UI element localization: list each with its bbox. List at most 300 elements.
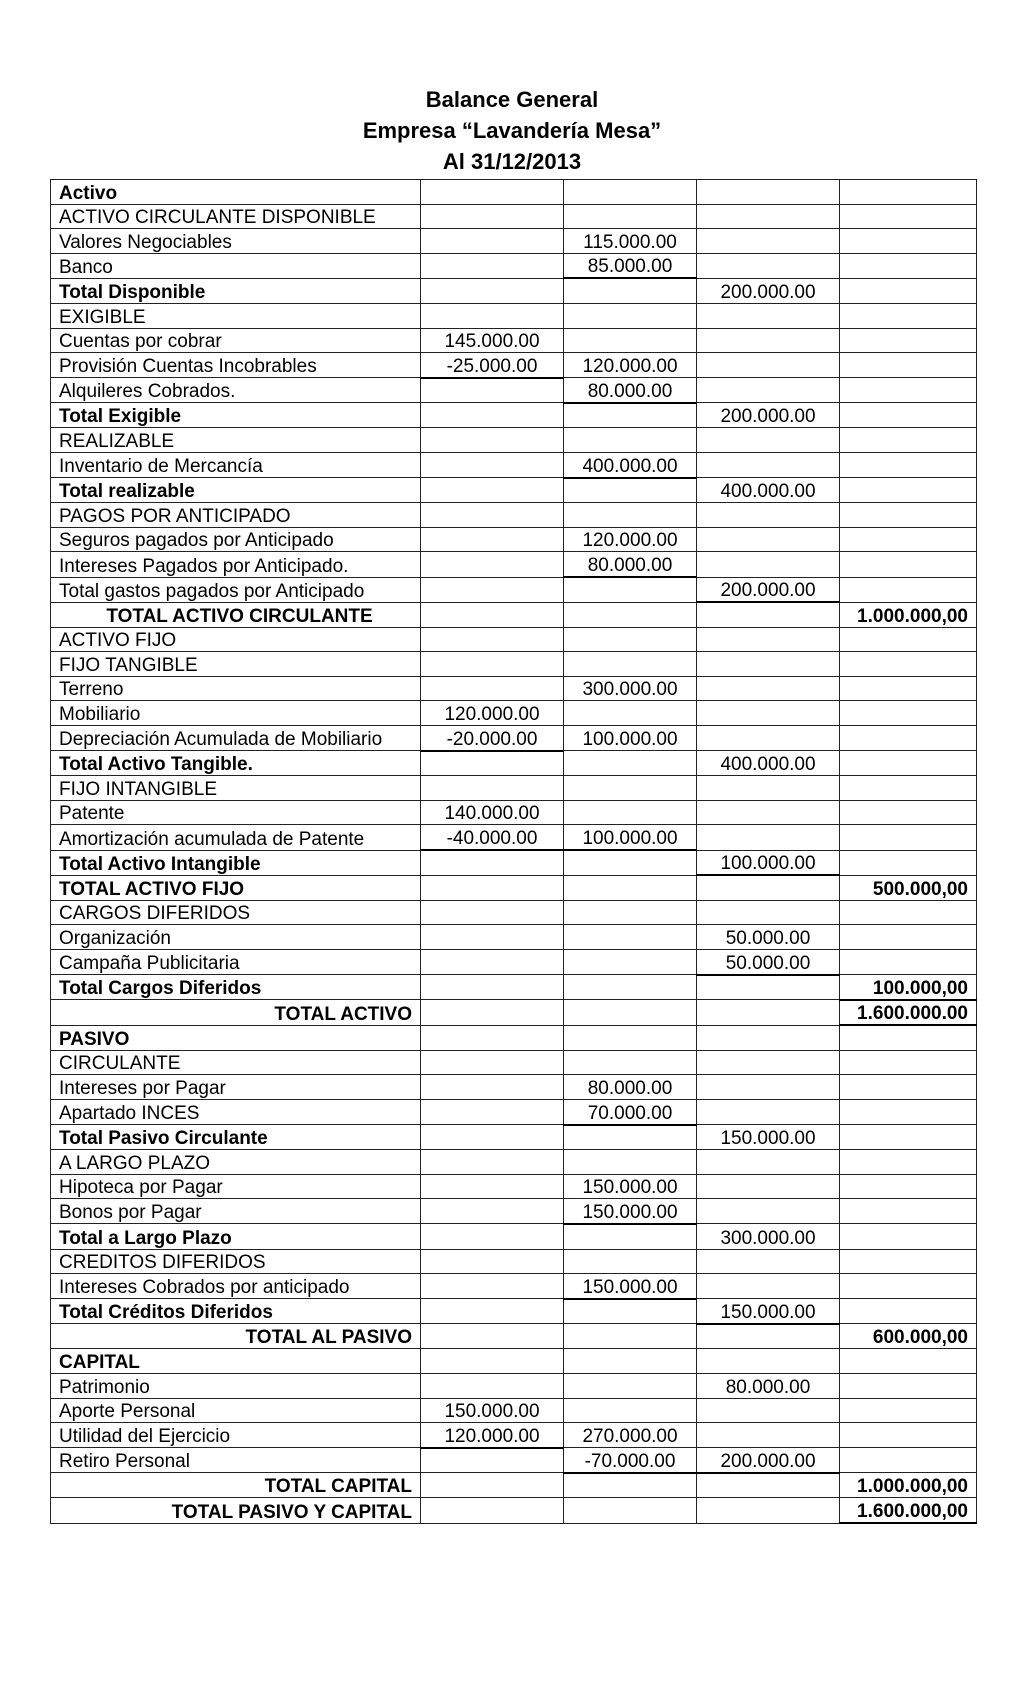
- amount-cell-c1: [421, 1125, 564, 1150]
- amount-cell-c2: [564, 278, 697, 303]
- table-row: [51, 204, 977, 229]
- amount-cell-c2: 120.000.00: [564, 353, 697, 378]
- amount-cell-c4: [840, 527, 977, 552]
- amount-cell-c2: [564, 1249, 697, 1274]
- amount-cell-c4: [840, 1150, 977, 1175]
- amount-cell-c4: [840, 652, 977, 677]
- amount-cell-c3: 200.000.00: [697, 403, 840, 428]
- amount-cell-c2: [564, 602, 697, 627]
- amount-cell-c2: 150.000.00: [564, 1199, 697, 1224]
- table-row: [51, 701, 977, 726]
- amount-cell-c1: [421, 652, 564, 677]
- amount-cell-c3: [697, 1498, 840, 1523]
- amount-cell-c1: [421, 1349, 564, 1374]
- table-row: [51, 1099, 977, 1124]
- amount-cell-c3: [697, 627, 840, 652]
- amount-cell-c3: [697, 875, 840, 900]
- row-label: Seguros pagados por Anticipado: [51, 527, 421, 552]
- table-row: [51, 676, 977, 701]
- amount-cell-c4: [840, 1050, 977, 1075]
- amount-cell-c4: [840, 328, 977, 353]
- amount-cell-c1: [421, 850, 564, 875]
- row-label: CREDITOS DIFERIDOS: [51, 1249, 421, 1274]
- amount-cell-c3: 300.000.00: [697, 1224, 840, 1249]
- amount-cell-c3: [697, 676, 840, 701]
- row-label: Aporte Personal: [51, 1398, 421, 1423]
- row-label: Intereses Cobrados por anticipado: [51, 1274, 421, 1299]
- table-row: [51, 900, 977, 925]
- row-label: Bonos por Pagar: [51, 1199, 421, 1224]
- row-label: CIRCULANTE: [51, 1050, 421, 1075]
- row-label: Terreno: [51, 676, 421, 701]
- amount-cell-c1: [421, 1448, 564, 1473]
- amount-cell-c2: [564, 1473, 697, 1498]
- amount-cell-c2: [564, 1050, 697, 1075]
- company-name: Empresa “Lavandería Mesa”: [362, 118, 662, 143]
- row-label: TOTAL PASIVO Y CAPITAL: [51, 1498, 421, 1523]
- row-label: Patente: [51, 800, 421, 825]
- amount-cell-c2: [564, 403, 697, 428]
- amount-cell-c1: -25.000.00: [421, 353, 564, 378]
- amount-cell-c4: [840, 552, 977, 577]
- amount-cell-c4: [840, 1199, 977, 1224]
- amount-cell-c4: [840, 676, 977, 701]
- amount-cell-c4: [840, 229, 977, 254]
- row-label: Total Créditos Diferidos: [51, 1299, 421, 1324]
- amount-cell-c1: [421, 527, 564, 552]
- amount-cell-c3: [697, 1423, 840, 1448]
- row-label: Intereses por Pagar: [51, 1075, 421, 1100]
- amount-cell-c1: [421, 1000, 564, 1026]
- table-row: [51, 975, 977, 1000]
- row-label: Hipoteca por Pagar: [51, 1174, 421, 1199]
- amount-cell-c2: [564, 900, 697, 925]
- amount-cell-c2: [564, 701, 697, 726]
- amount-cell-c1: [421, 1075, 564, 1100]
- row-label: ACTIVO FIJO: [51, 627, 421, 652]
- amount-cell-c3: 50.000.00: [697, 949, 840, 974]
- amount-cell-c4: [840, 800, 977, 825]
- row-label: Alquileres Cobrados.: [51, 378, 421, 403]
- row-label: Activo: [51, 180, 421, 205]
- row-label: Inventario de Mercancía: [51, 453, 421, 478]
- amount-cell-c3: [697, 527, 840, 552]
- amount-cell-c1: [421, 1224, 564, 1249]
- amount-cell-c4: [840, 1075, 977, 1100]
- amount-cell-c3: [697, 1324, 840, 1349]
- table-row: [51, 1125, 977, 1150]
- amount-cell-c4: 600.000,00: [840, 1324, 977, 1349]
- table-row: [51, 1398, 977, 1423]
- amount-cell-c1: 140.000.00: [421, 800, 564, 825]
- row-label: CAPITAL: [51, 1349, 421, 1374]
- amount-cell-c3: [697, 229, 840, 254]
- table-row: [51, 1075, 977, 1100]
- document-title: Balance General: [425, 87, 599, 112]
- amount-cell-c1: [421, 253, 564, 278]
- amount-cell-c4: 500.000,00: [840, 875, 977, 900]
- amount-cell-c3: [697, 503, 840, 528]
- row-label: Depreciación Acumulada de Mobiliario: [51, 726, 421, 751]
- row-label: Total gastos pagados por Anticipado: [51, 577, 421, 602]
- row-label: Amortización acumulada de Patente: [51, 825, 421, 850]
- amount-cell-c3: [697, 453, 840, 478]
- amount-cell-c1: [421, 1174, 564, 1199]
- amount-cell-c3: [697, 825, 840, 850]
- amount-cell-c4: [840, 353, 977, 378]
- row-label: FIJO TANGIBLE: [51, 652, 421, 677]
- amount-cell-c4: 100.000,00: [840, 975, 977, 1000]
- amount-cell-c2: [564, 1349, 697, 1374]
- table-row: [51, 303, 977, 328]
- amount-cell-c2: [564, 303, 697, 328]
- amount-cell-c2: -70.000.00: [564, 1448, 697, 1473]
- row-label: Total Cargos Diferidos: [51, 975, 421, 1000]
- amount-cell-c3: [697, 1150, 840, 1175]
- amount-cell-c1: [421, 1374, 564, 1399]
- row-label: A LARGO PLAZO: [51, 1150, 421, 1175]
- row-label: Cuentas por cobrar: [51, 328, 421, 353]
- amount-cell-c3: [697, 800, 840, 825]
- table-row: [51, 1150, 977, 1175]
- amount-cell-c3: 200.000.00: [697, 1448, 840, 1473]
- amount-cell-c3: 200.000.00: [697, 577, 840, 602]
- amount-cell-c4: [840, 1274, 977, 1299]
- table-row: [51, 577, 977, 602]
- amount-cell-c3: [697, 204, 840, 229]
- amount-cell-c3: [697, 253, 840, 278]
- row-label: EXIGIBLE: [51, 303, 421, 328]
- amount-cell-c4: [840, 900, 977, 925]
- amount-cell-c2: 80.000.00: [564, 552, 697, 577]
- amount-cell-c3: [697, 1050, 840, 1075]
- amount-cell-c1: [421, 378, 564, 403]
- amount-cell-c1: [421, 478, 564, 503]
- table-row: [51, 627, 977, 652]
- row-label: Campaña Publicitaria: [51, 949, 421, 974]
- amount-cell-c2: 150.000.00: [564, 1274, 697, 1299]
- amount-cell-c4: [840, 577, 977, 602]
- row-label: TOTAL ACTIVO: [51, 1000, 421, 1026]
- amount-cell-c2: [564, 204, 697, 229]
- table-row: [51, 253, 977, 278]
- amount-cell-c2: [564, 1125, 697, 1150]
- amount-cell-c3: [697, 353, 840, 378]
- amount-cell-c2: [564, 1498, 697, 1523]
- row-label: Total Activo Intangible: [51, 850, 421, 875]
- amount-cell-c4: 1.600.000,00: [840, 1498, 977, 1523]
- amount-cell-c4: [840, 253, 977, 278]
- amount-cell-c1: [421, 1249, 564, 1274]
- table-row: [51, 180, 977, 205]
- amount-cell-c4: [840, 378, 977, 403]
- table-row: [51, 1299, 977, 1324]
- table-row: [51, 602, 977, 627]
- amount-cell-c4: [840, 949, 977, 974]
- amount-cell-c4: [840, 776, 977, 801]
- amount-cell-c2: [564, 850, 697, 875]
- amount-cell-c1: [421, 204, 564, 229]
- table-row: [51, 1174, 977, 1199]
- amount-cell-c2: [564, 751, 697, 776]
- amount-cell-c3: [697, 701, 840, 726]
- table-row: [51, 726, 977, 751]
- amount-cell-c1: [421, 1324, 564, 1349]
- row-label: PAGOS POR ANTICIPADO: [51, 503, 421, 528]
- amount-cell-c2: [564, 1374, 697, 1399]
- amount-cell-c2: [564, 428, 697, 453]
- amount-cell-c3: [697, 726, 840, 751]
- amount-cell-c4: [840, 751, 977, 776]
- amount-cell-c3: 150.000.00: [697, 1299, 840, 1324]
- amount-cell-c1: [421, 303, 564, 328]
- document-header: [0, 84, 1024, 177]
- amount-cell-c4: [840, 1448, 977, 1473]
- amount-cell-c3: [697, 428, 840, 453]
- amount-cell-c1: [421, 552, 564, 577]
- amount-cell-c3: [697, 1099, 840, 1124]
- amount-cell-c3: [697, 1349, 840, 1374]
- amount-cell-c3: [697, 652, 840, 677]
- table-row: [51, 428, 977, 453]
- amount-cell-c3: [697, 1249, 840, 1274]
- table-row: [51, 378, 977, 403]
- amount-cell-c4: [840, 180, 977, 205]
- amount-cell-c1: [421, 751, 564, 776]
- amount-cell-c1: [421, 1274, 564, 1299]
- table-row: [51, 403, 977, 428]
- table-row: [51, 353, 977, 378]
- row-label: Mobiliario: [51, 701, 421, 726]
- amount-cell-c3: [697, 1174, 840, 1199]
- amount-cell-c1: -20.000.00: [421, 726, 564, 751]
- amount-cell-c1: [421, 676, 564, 701]
- amount-cell-c3: [697, 328, 840, 353]
- amount-cell-c2: 100.000.00: [564, 825, 697, 850]
- amount-cell-c1: [421, 1498, 564, 1523]
- table-row: [51, 478, 977, 503]
- amount-cell-c1: [421, 627, 564, 652]
- amount-cell-c1: [421, 278, 564, 303]
- amount-cell-c3: 150.000.00: [697, 1125, 840, 1150]
- amount-cell-c2: 80.000.00: [564, 1075, 697, 1100]
- amount-cell-c2: 400.000.00: [564, 453, 697, 478]
- amount-cell-c3: [697, 378, 840, 403]
- amount-cell-c4: [840, 478, 977, 503]
- amount-cell-c4: [840, 1374, 977, 1399]
- amount-cell-c3: [697, 1398, 840, 1423]
- row-label: TOTAL ACTIVO FIJO: [51, 875, 421, 900]
- amount-cell-c2: [564, 652, 697, 677]
- amount-cell-c3: 50.000.00: [697, 925, 840, 950]
- amount-cell-c1: 120.000.00: [421, 701, 564, 726]
- table-row: [51, 875, 977, 900]
- amount-cell-c4: [840, 1025, 977, 1050]
- amount-cell-c4: [840, 403, 977, 428]
- row-label: Total Activo Tangible.: [51, 751, 421, 776]
- amount-cell-c3: [697, 602, 840, 627]
- amount-cell-c1: -40.000.00: [421, 825, 564, 850]
- row-label: FIJO INTANGIBLE: [51, 776, 421, 801]
- amount-cell-c2: 70.000.00: [564, 1099, 697, 1124]
- amount-cell-c1: [421, 453, 564, 478]
- table-row: [51, 776, 977, 801]
- amount-cell-c4: [840, 303, 977, 328]
- table-row: [51, 1349, 977, 1374]
- table-row: [51, 751, 977, 776]
- amount-cell-c1: [421, 1473, 564, 1498]
- amount-cell-c2: [564, 1025, 697, 1050]
- amount-cell-c4: [840, 850, 977, 875]
- amount-cell-c4: [840, 428, 977, 453]
- amount-cell-c2: 300.000.00: [564, 676, 697, 701]
- table-row: [51, 1473, 977, 1498]
- amount-cell-c2: [564, 1324, 697, 1349]
- table-row: [51, 1000, 977, 1026]
- table-row: [51, 925, 977, 950]
- amount-cell-c2: [564, 503, 697, 528]
- amount-cell-c4: [840, 1224, 977, 1249]
- amount-cell-c4: [840, 1299, 977, 1324]
- table-row: [51, 1324, 977, 1349]
- table-row: [51, 503, 977, 528]
- amount-cell-c1: [421, 1050, 564, 1075]
- amount-cell-c1: [421, 229, 564, 254]
- amount-cell-c2: 115.000.00: [564, 229, 697, 254]
- amount-cell-c1: 150.000.00: [421, 1398, 564, 1423]
- amount-cell-c2: [564, 1398, 697, 1423]
- table-row: [51, 1249, 977, 1274]
- amount-cell-c4: [840, 925, 977, 950]
- table-row: [51, 652, 977, 677]
- amount-cell-c3: [697, 552, 840, 577]
- amount-cell-c2: [564, 577, 697, 602]
- amount-cell-c1: [421, 1199, 564, 1224]
- table-row: [51, 1199, 977, 1224]
- amount-cell-c2: [564, 776, 697, 801]
- amount-cell-c1: 145.000.00: [421, 328, 564, 353]
- amount-cell-c3: [697, 1075, 840, 1100]
- amount-cell-c4: [840, 701, 977, 726]
- amount-cell-c3: 80.000.00: [697, 1374, 840, 1399]
- row-label: Banco: [51, 253, 421, 278]
- table-row: [51, 825, 977, 850]
- table-row: [51, 1224, 977, 1249]
- amount-cell-c4: [840, 1398, 977, 1423]
- table-row: [51, 1374, 977, 1399]
- row-label: Total Pasivo Circulante: [51, 1125, 421, 1150]
- row-label: TOTAL CAPITAL: [51, 1473, 421, 1498]
- table-row: [51, 229, 977, 254]
- table-row: [51, 1025, 977, 1050]
- table-row: [51, 527, 977, 552]
- amount-cell-c1: [421, 1150, 564, 1175]
- row-label: Total Exigible: [51, 403, 421, 428]
- amount-cell-c3: 100.000.00: [697, 850, 840, 875]
- amount-cell-c1: [421, 776, 564, 801]
- amount-cell-c1: [421, 900, 564, 925]
- amount-cell-c1: [421, 925, 564, 950]
- amount-cell-c3: [697, 303, 840, 328]
- row-label: PASIVO: [51, 1025, 421, 1050]
- row-label: Apartado INCES: [51, 1099, 421, 1124]
- amount-cell-c3: [697, 1473, 840, 1498]
- row-label: CARGOS DIFERIDOS: [51, 900, 421, 925]
- amount-cell-c3: 400.000.00: [697, 478, 840, 503]
- row-label: Total realizable: [51, 478, 421, 503]
- amount-cell-c2: [564, 949, 697, 974]
- amount-cell-c4: [840, 1249, 977, 1274]
- amount-cell-c3: 400.000.00: [697, 751, 840, 776]
- amount-cell-c2: [564, 800, 697, 825]
- table-row: [51, 1423, 977, 1448]
- row-label: REALIZABLE: [51, 428, 421, 453]
- table-row: [51, 1050, 977, 1075]
- amount-cell-c2: [564, 925, 697, 950]
- amount-cell-c1: [421, 949, 564, 974]
- amount-cell-c1: [421, 577, 564, 602]
- table-row: [51, 949, 977, 974]
- table-row: [51, 328, 977, 353]
- amount-cell-c3: [697, 1025, 840, 1050]
- amount-cell-c4: [840, 627, 977, 652]
- amount-cell-c4: [840, 1423, 977, 1448]
- amount-cell-c2: [564, 1150, 697, 1175]
- amount-cell-c2: [564, 627, 697, 652]
- amount-cell-c1: [421, 1025, 564, 1050]
- amount-cell-c4: 1.000.000,00: [840, 1473, 977, 1498]
- amount-cell-c1: [421, 180, 564, 205]
- amount-cell-c2: 100.000.00: [564, 726, 697, 751]
- amount-cell-c1: [421, 403, 564, 428]
- amount-cell-c1: [421, 602, 564, 627]
- amount-cell-c3: [697, 1199, 840, 1224]
- amount-cell-c2: 80.000.00: [564, 378, 697, 403]
- amount-cell-c2: [564, 478, 697, 503]
- amount-cell-c2: [564, 1299, 697, 1324]
- balance-sheet-table: [50, 179, 977, 1524]
- amount-cell-c1: 120.000.00: [421, 1423, 564, 1448]
- amount-cell-c1: [421, 503, 564, 528]
- amount-cell-c4: [840, 204, 977, 229]
- amount-cell-c4: [840, 278, 977, 303]
- amount-cell-c2: 120.000.00: [564, 527, 697, 552]
- row-label: Provisión Cuentas Incobrables: [51, 353, 421, 378]
- amount-cell-c2: [564, 1000, 697, 1026]
- row-label: Utilidad del Ejercicio: [51, 1423, 421, 1448]
- amount-cell-c4: [840, 1349, 977, 1374]
- amount-cell-c4: [840, 1174, 977, 1199]
- amount-cell-c2: [564, 1224, 697, 1249]
- amount-cell-c2: 85.000.00: [564, 253, 697, 278]
- amount-cell-c2: [564, 328, 697, 353]
- amount-cell-c3: [697, 900, 840, 925]
- amount-cell-c4: [840, 453, 977, 478]
- table-row: [51, 800, 977, 825]
- amount-cell-c3: [697, 1000, 840, 1026]
- table-row: [51, 453, 977, 478]
- row-label: ACTIVO CIRCULANTE DISPONIBLE: [51, 204, 421, 229]
- amount-cell-c4: [840, 825, 977, 850]
- table-row: [51, 552, 977, 577]
- statement-date: Al 31/12/2013: [442, 149, 582, 174]
- amount-cell-c4: 1.600.000.00: [840, 1000, 977, 1026]
- table-row: [51, 278, 977, 303]
- table-row: [51, 1274, 977, 1299]
- row-label: Intereses Pagados por Anticipado.: [51, 552, 421, 577]
- row-label: Valores Negociables: [51, 229, 421, 254]
- table-row: [51, 1448, 977, 1473]
